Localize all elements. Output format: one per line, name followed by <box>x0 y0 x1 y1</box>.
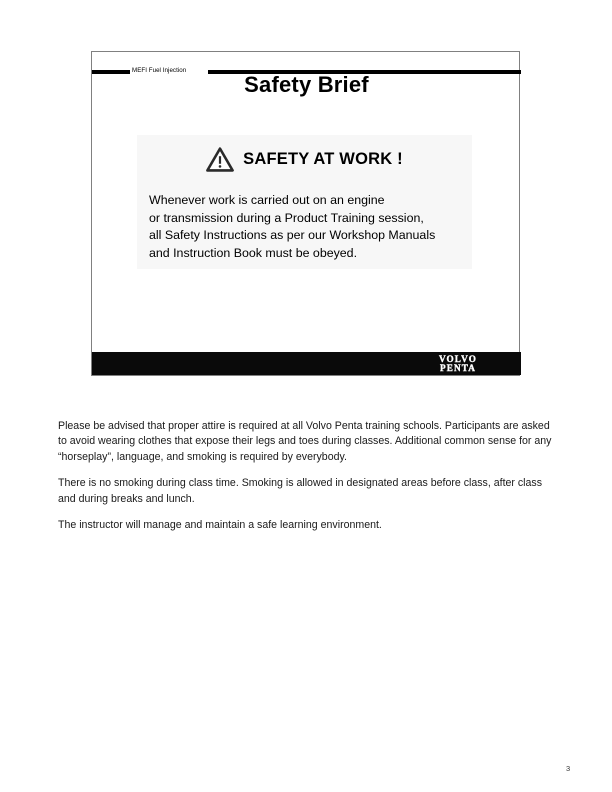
slide-frame <box>91 51 520 376</box>
volvo-penta-logo-line1: VOLVO <box>439 354 477 364</box>
slide-kicker-label: MEFI Fuel Injection <box>132 67 187 74</box>
warning-triangle-icon <box>206 147 234 172</box>
slide-title: Safety Brief <box>244 72 369 97</box>
slide-footer-bar <box>92 352 521 375</box>
volvo-penta-logo <box>423 355 493 372</box>
notes-paragraph: The instructor will manage and maintain a safe learning environment. <box>58 519 382 532</box>
safety-callout-box <box>137 135 472 269</box>
safety-callout-body <box>149 192 469 262</box>
safety-callout-line: and Instruction Book must be obeyed. <box>149 245 358 260</box>
safety-callout-line: all Safety Instructions as per our Workshop Manuals <box>149 228 436 243</box>
page-number: 3 <box>566 764 571 773</box>
safety-callout-line: or transmission during a Product Training session, <box>149 210 424 225</box>
volvo-penta-logo-line2: PENTA <box>440 362 476 373</box>
safety-callout-heading: SAFETY AT WORK ! <box>243 150 403 168</box>
safety-callout-line: Whenever work is carried out on an engine <box>149 193 385 207</box>
notes-body <box>58 419 558 533</box>
notes-paragraph: Please be advised that proper attire is required at all Volvo Penta training schools. Participants are asked to avoid wearing clothes that expose their legs and toes during classes. Additional common sense for any “horseplay”, language, and smoking is required by everybody. <box>58 420 552 463</box>
notes-paragraph: There is no smoking during class time. Smoking is allowed in designated areas before class, after class and during breaks and lunch. <box>58 477 543 505</box>
safety-callout-heading-row <box>137 147 472 172</box>
